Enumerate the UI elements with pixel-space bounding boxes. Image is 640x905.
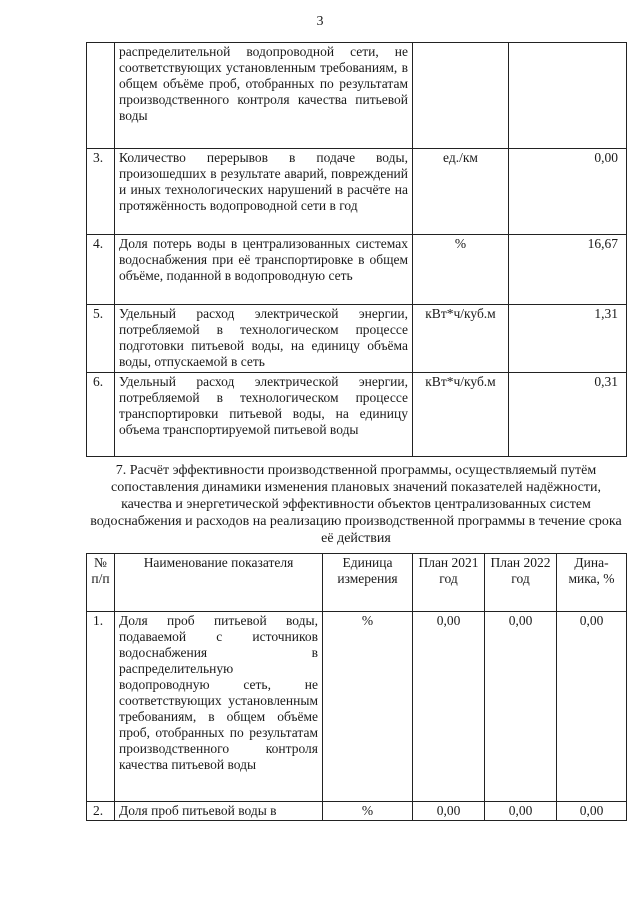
indicator-value: 0,00 (509, 149, 627, 235)
table-row (87, 235, 627, 305)
indicator-unit: % (323, 802, 413, 821)
indicator-unit: кВт*ч/куб.м (413, 305, 509, 373)
indicator-value (509, 43, 627, 149)
plan-2021-value: 0,00 (413, 612, 485, 802)
indicator-value: 1,31 (509, 305, 627, 373)
row-number: 2. (87, 802, 115, 821)
section-7-heading: 7. Расчёт эффективности производственной программы, осуществляемый путём сопоставления динамики изменения плановых значений показателей надёжности, качества и энергетической эффективности объектов централизованных систем водоснабжения и расходов на реализацию производственной программы в течение срока её действия (90, 463, 622, 546)
table-row (87, 373, 627, 457)
header-plan-2022: План 2022 год (485, 554, 557, 612)
indicator-name: Доля проб питьевой воды, подаваемой с источников водоснабжения в распределительную водопроводную сеть, не соответствующих установленным требованиям, в общем объёме проб, отобранных по результатам производственного контроля качества питьевой воды (115, 612, 323, 802)
header-dynamics: Дина-мика, % (557, 554, 627, 612)
header-unit: Единица измерения (323, 554, 413, 612)
table-header-row (87, 554, 627, 612)
indicator-unit: кВт*ч/куб.м (413, 373, 509, 457)
indicator-name: распределительной водопроводной сети, не соответствующих установленным требованиям, в общем объёме проб, отобранных по результатам производственного контроля качества питьевой воды (115, 43, 413, 149)
row-number: 4. (87, 235, 115, 305)
table-row (87, 305, 627, 373)
indicator-name: Удельный расход электрической энергии, потребляемой в технологическом процессе подготовки питьевой воды, на единицу объёма воды, отпускаемой в сеть (115, 305, 413, 373)
indicator-value: 0,31 (509, 373, 627, 457)
indicator-name: Доля потерь воды в централизованных системах водоснабжения при её транспортировке в общем объёме, поданной в водопроводную сеть (115, 235, 413, 305)
indicator-unit: % (323, 612, 413, 802)
plan-2022-value: 0,00 (485, 612, 557, 802)
indicators-table-continued (86, 42, 627, 457)
row-number: 3. (87, 149, 115, 235)
indicator-unit: ед./км (413, 149, 509, 235)
row-number: 1. (87, 612, 115, 802)
table-row (87, 43, 627, 149)
indicator-name: Доля проб питьевой воды в (115, 802, 323, 821)
page-number: 3 (316, 14, 324, 29)
plan-2021-value: 0,00 (413, 802, 485, 821)
indicator-name: Удельный расход электрической энергии, потребляемой в технологическом процессе транспортировки питьевой воды, на единицу объема транспортируемой питьевой воды (115, 373, 413, 457)
header-plan-2021: План 2021 год (413, 554, 485, 612)
plan-2022-value: 0,00 (485, 802, 557, 821)
indicator-unit (413, 43, 509, 149)
table-row (87, 802, 627, 821)
table-row (87, 149, 627, 235)
indicator-name: Количество перерывов в подаче воды, произошедших в результате аварий, повреждений и иных технологических нарушений в расчёте на протяжённость водопроводной сети в год (115, 149, 413, 235)
row-number: 6. (87, 373, 115, 457)
header-name: Наименование показателя (115, 554, 323, 612)
efficiency-table (86, 553, 627, 821)
dynamics-value: 0,00 (557, 612, 627, 802)
indicator-value: 16,67 (509, 235, 627, 305)
header-num: № п/п (87, 554, 115, 612)
row-number: 5. (87, 305, 115, 373)
table-row (87, 612, 627, 802)
dynamics-value: 0,00 (557, 802, 627, 821)
indicator-unit: % (413, 235, 509, 305)
row-number (87, 43, 115, 149)
